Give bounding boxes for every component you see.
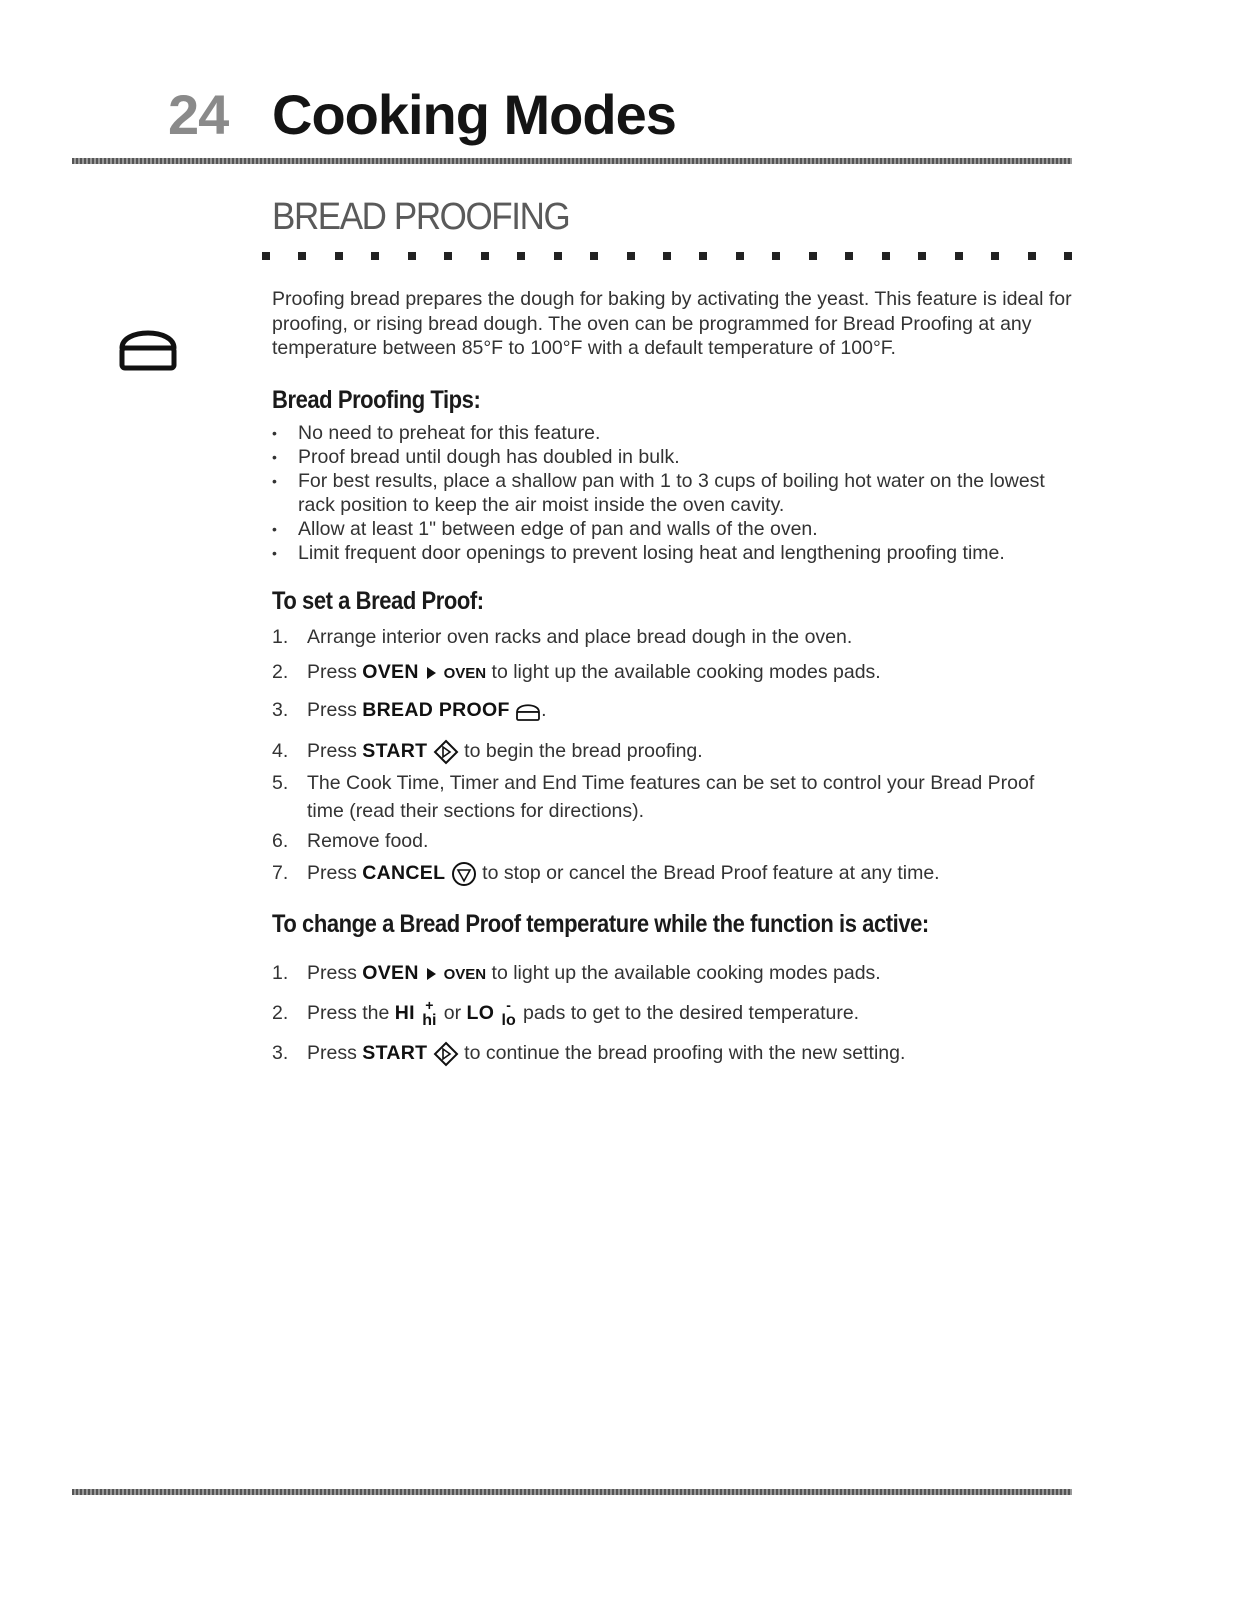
start-key-label: START bbox=[362, 740, 428, 762]
list-item: 2. Press the HI + hi or LO - lo pads to get to the desired temperature. bbox=[272, 999, 1072, 1035]
section-title: BREAD PROOFING bbox=[272, 196, 570, 238]
cancel-key-label: CANCEL bbox=[362, 862, 446, 884]
set-proof-heading: To set a Bread Proof: bbox=[272, 587, 484, 615]
bread-proof-key-label: BREAD PROOF bbox=[362, 699, 510, 721]
list-item: • Allow at least 1" between edge of pan and walls of the oven. bbox=[272, 517, 1072, 541]
oven-pad-label: OVEN bbox=[443, 966, 487, 983]
chapter-title: Cooking Modes bbox=[272, 83, 676, 146]
hi-pad-icon: + hi bbox=[422, 997, 437, 1029]
bread-proof-icon bbox=[116, 318, 180, 374]
lo-key-label: LO bbox=[466, 1002, 495, 1024]
list-item: 3. Press START to continue the bread proofing with the new setting. bbox=[272, 1039, 1072, 1067]
cancel-icon bbox=[451, 861, 477, 887]
list-item: 1. Arrange interior oven racks and place bread dough in the oven. bbox=[272, 626, 853, 648]
page-number: 24 bbox=[168, 83, 229, 146]
list-item: 2. Press OVEN OVEN to light up the available cooking modes pads. bbox=[272, 661, 881, 683]
start-icon bbox=[433, 739, 459, 765]
change-temp-heading: To change a Bread Proof temperature while the function is active: bbox=[272, 910, 929, 938]
list-item: 3. Press BREAD PROOF . bbox=[272, 699, 547, 721]
intro-paragraph: Proofing bread prepares the dough for baking by activating the yeast. This feature is ideal for proofing, or rising bread dough. The oven can be programmed for Bread Proofing at any temperature between 85°F to 100°F with a default temperature of 100°F. bbox=[272, 288, 1072, 359]
play-arrow-icon bbox=[424, 966, 438, 982]
list-item: 7. Press CANCEL to stop or cancel the Bread Proof feature at any time. bbox=[272, 859, 1072, 887]
play-arrow-icon bbox=[424, 665, 438, 681]
footer-rule bbox=[72, 1489, 1072, 1495]
list-item: 6. Remove food. bbox=[272, 830, 429, 852]
tips-heading: Bread Proofing Tips: bbox=[272, 386, 481, 414]
oven-pad-label: OVEN bbox=[443, 665, 487, 682]
list-item: 4. Press START to begin the bread proofing. bbox=[272, 737, 1072, 765]
oven-key-label: OVEN bbox=[362, 962, 419, 984]
list-item: • Limit frequent door openings to prevent losing heat and lengthening proofing time. bbox=[272, 541, 1072, 565]
list-item: • No need to preheat for this feature. bbox=[272, 421, 1072, 445]
tips-list bbox=[272, 421, 1072, 565]
list-item: • Proof bread until dough has doubled in bulk. bbox=[272, 445, 1072, 469]
start-key-label: START bbox=[362, 1042, 428, 1064]
list-item: 5. The Cook Time, Timer and End Time features can be set to control your Bread Proof time (read their sections for directions). bbox=[272, 772, 1035, 822]
header-rule bbox=[72, 158, 1072, 164]
lo-pad-icon: - lo bbox=[501, 997, 516, 1029]
bread-proof-icon bbox=[515, 700, 541, 722]
hi-key-label: HI bbox=[394, 1002, 415, 1024]
oven-key-label: OVEN bbox=[362, 661, 419, 683]
list-item: • For best results, place a shallow pan with 1 to 3 cups of boiling hot water on the lowest rack position to keep the air moist inside the oven cavity. bbox=[272, 469, 1072, 517]
dotted-divider bbox=[262, 252, 1072, 264]
list-item: 1. Press OVEN OVEN to light up the available cooking modes pads. bbox=[272, 962, 881, 984]
start-icon bbox=[433, 1041, 459, 1067]
